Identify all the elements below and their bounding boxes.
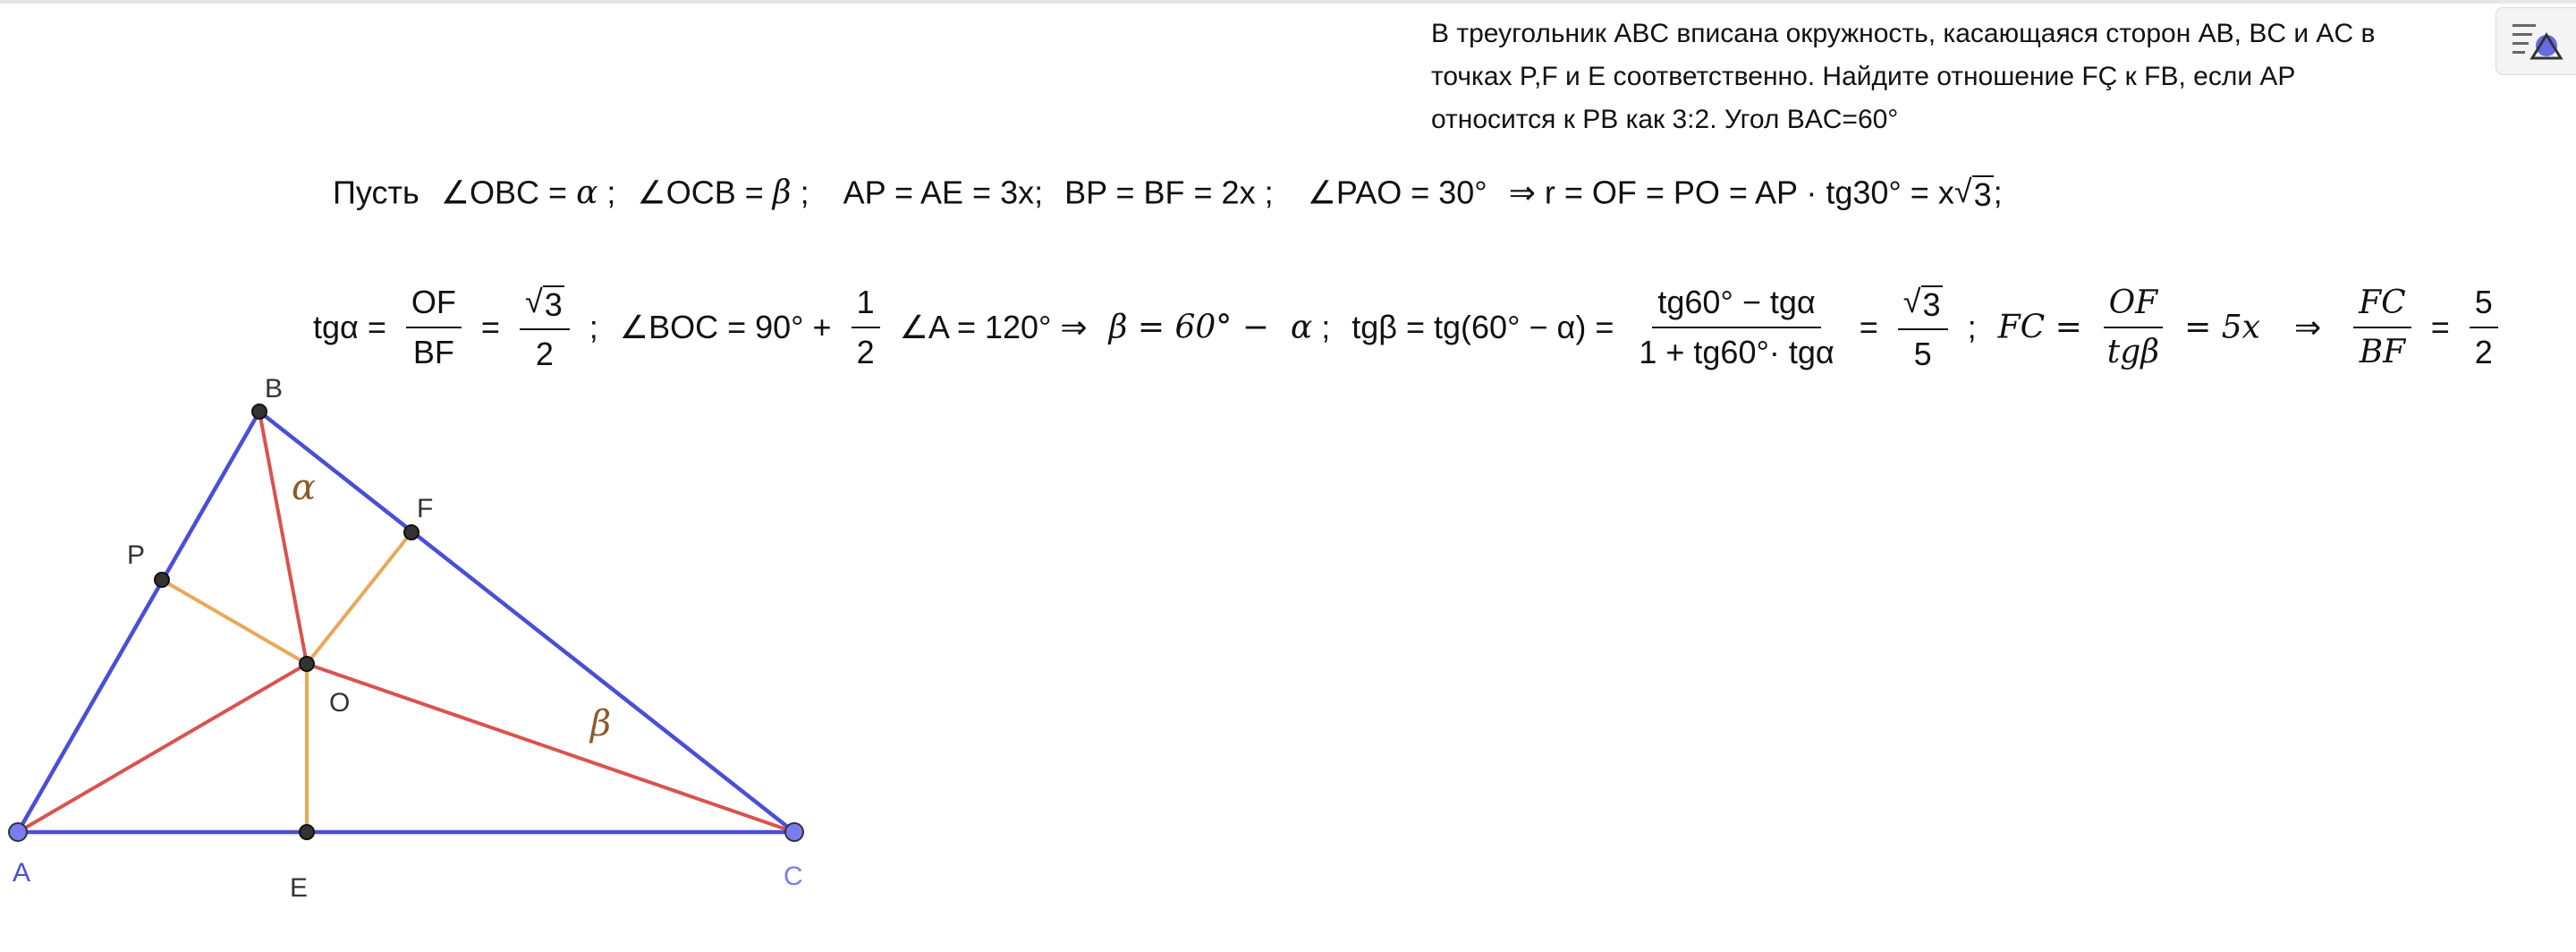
problem-statement bbox=[1431, 13, 2487, 141]
label-a: A bbox=[13, 858, 31, 888]
angle-obc: ∠OBC = bbox=[440, 174, 568, 211]
alpha-symbol: α bbox=[576, 174, 598, 211]
separator: ; bbox=[800, 174, 809, 211]
label-o: O bbox=[329, 688, 351, 718]
beta-equation: β = 60° − bbox=[1108, 309, 1269, 346]
menu-icon bbox=[2511, 19, 2564, 64]
point-e[interactable] bbox=[300, 825, 314, 839]
sqrt: √3 bbox=[1953, 173, 1992, 214]
fc-equals: FC = bbox=[1997, 309, 2082, 346]
end-semicolon: ; bbox=[1993, 174, 2003, 211]
equals: = bbox=[1859, 308, 1878, 345]
denominator: BF bbox=[2359, 333, 2406, 370]
denominator: tgβ bbox=[2106, 333, 2160, 370]
numerator: OF bbox=[406, 284, 462, 328]
fraction-sqrt3-5 bbox=[1898, 282, 1948, 373]
side-ab bbox=[18, 412, 259, 832]
label-f: F bbox=[417, 494, 434, 523]
angle-pao: ∠PAO = 30° bbox=[1307, 174, 1487, 211]
sqrt: √3 bbox=[1902, 283, 1941, 324]
problem-line-1: В треугольник ABC вписана окружность, касающаяся сторон AB, BC и AC в bbox=[1431, 19, 2376, 48]
segment-ao bbox=[18, 664, 307, 832]
label-e: E bbox=[290, 873, 309, 903]
menu-button[interactable] bbox=[2496, 7, 2576, 75]
problem-line-2: точках P,F и E соответственно. Найдите отношение FÇ к FB, если AP bbox=[1431, 62, 2296, 91]
fraction-fc-bf bbox=[2353, 285, 2411, 370]
denominator: 5 bbox=[1913, 335, 1932, 372]
fraction-5-2 bbox=[2470, 284, 2498, 371]
result-5x: = 5x bbox=[2184, 309, 2260, 346]
point-a[interactable] bbox=[9, 823, 27, 841]
sqrt-arg: 3 bbox=[1922, 286, 1941, 324]
point-o[interactable] bbox=[300, 657, 314, 671]
label-beta: β bbox=[590, 703, 612, 744]
numerator: tg60° − tgα bbox=[1652, 284, 1820, 328]
fraction-tg-difference bbox=[1633, 284, 1839, 371]
label-b: B bbox=[265, 374, 284, 404]
denominator: 2 bbox=[2474, 333, 2493, 370]
equals: = bbox=[2430, 308, 2450, 345]
radii bbox=[162, 532, 411, 832]
segment-of bbox=[307, 532, 411, 664]
denominator: 2 bbox=[856, 333, 875, 370]
point-f[interactable] bbox=[404, 525, 419, 540]
formula-line-1 bbox=[333, 172, 2003, 213]
denominator: BF bbox=[412, 333, 454, 370]
let-word: Пусть bbox=[333, 174, 419, 211]
separator: ; bbox=[606, 174, 616, 211]
segment-op bbox=[162, 580, 307, 664]
problem-line-3: относится к PB как 3:2. Угол BAC=60° bbox=[1431, 105, 1899, 134]
tg-alpha: tgα = bbox=[313, 308, 386, 345]
radius-expression: ⇒ r = OF = PO = AP · tg30° = x bbox=[1508, 174, 1954, 211]
angle-a: ∠A = 120° ⇒ bbox=[899, 308, 1088, 345]
denominator: 1 + tg60°· tgα bbox=[1639, 333, 1835, 370]
bisectors bbox=[18, 412, 794, 832]
point-b[interactable] bbox=[252, 404, 267, 419]
sqrt-arg: 3 bbox=[1973, 176, 1992, 214]
separator: ; bbox=[1321, 308, 1331, 345]
numerator bbox=[520, 282, 570, 330]
label-alpha: α bbox=[292, 467, 317, 508]
tg-beta: tgβ = tg(60° − bbox=[1352, 308, 1548, 345]
numerator: 5 bbox=[2470, 284, 2498, 328]
segment-bo bbox=[259, 412, 307, 664]
implies: ⇒ bbox=[2293, 308, 2322, 345]
sqrt: √3 bbox=[524, 283, 563, 324]
fraction-of-tgbeta bbox=[2102, 285, 2165, 370]
alpha-symbol: α bbox=[1290, 309, 1313, 346]
equals: = bbox=[480, 308, 500, 345]
sqrt-arg: 3 bbox=[544, 286, 563, 324]
ap-ae: AP = AE = 3x; bbox=[843, 174, 1044, 211]
numerator bbox=[1898, 282, 1948, 330]
separator: ; bbox=[1967, 308, 1977, 345]
bp-bf: BP = BF = 2x ; bbox=[1064, 174, 1274, 211]
denominator: 2 bbox=[535, 335, 554, 372]
point-p[interactable] bbox=[155, 573, 169, 587]
segment-co bbox=[307, 664, 794, 832]
top-border bbox=[0, 0, 2576, 4]
label-p: P bbox=[127, 540, 146, 570]
numerator: FC bbox=[2353, 285, 2411, 328]
point-c[interactable] bbox=[785, 823, 803, 841]
angle-boc: ∠BOC = 90° + bbox=[619, 308, 832, 345]
alpha-close: α) = bbox=[1556, 308, 1614, 345]
angle-ocb: ∠OCB = bbox=[637, 174, 764, 211]
numerator: 1 bbox=[852, 284, 880, 328]
triangle-abc bbox=[18, 412, 794, 832]
triangle-figure bbox=[0, 358, 859, 913]
beta-symbol: β bbox=[772, 174, 792, 211]
label-c: C bbox=[784, 862, 803, 891]
numerator: OF bbox=[2104, 285, 2164, 328]
separator: ; bbox=[589, 308, 598, 345]
